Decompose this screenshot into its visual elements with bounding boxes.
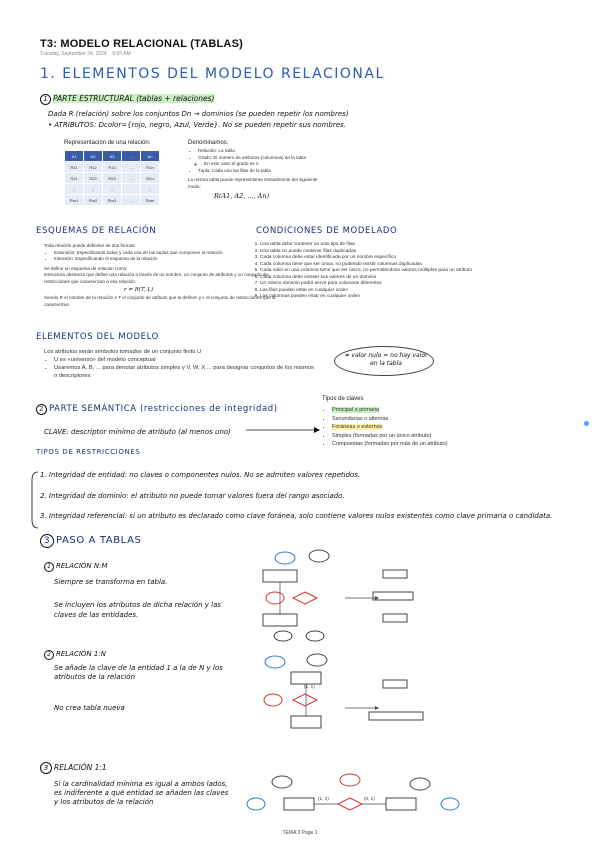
list-item: 8. Las filas pueden estar en cualquier orden xyxy=(260,288,490,295)
denominamos-formula: R(A1, A2, ..., An) xyxy=(214,192,270,200)
section3-heading xyxy=(40,534,141,548)
rel-1n-label xyxy=(44,650,106,660)
number-1-icon: 1 xyxy=(44,562,54,572)
table-cell: R11 xyxy=(65,162,84,173)
header-cell: An xyxy=(141,151,160,162)
arrow-icon xyxy=(246,426,320,434)
entity-attr-oval xyxy=(306,631,324,641)
entity-attr-oval xyxy=(441,798,459,810)
header-cell: A3 xyxy=(103,151,122,162)
entity-attr-oval xyxy=(265,656,285,668)
bracket-icon xyxy=(30,470,40,530)
rel-nm-label-text: RELACIÓN N:M xyxy=(56,562,108,570)
elementos-block xyxy=(44,348,314,380)
null-value-note: ≠ valor nulo = no hay valor en la tabla xyxy=(344,352,428,367)
table-cell: R13 xyxy=(103,162,122,173)
entity-attr-oval xyxy=(309,550,329,562)
list-item: • Simples (formadas por un único atributo) xyxy=(332,432,522,441)
entity-attr-oval xyxy=(307,654,327,666)
table-cell: R2n xyxy=(141,173,160,184)
part1-label xyxy=(40,94,214,105)
table-cell: ... xyxy=(122,173,141,184)
list-item: • U es «universo» del modelo conceptual xyxy=(54,356,314,364)
table-box xyxy=(383,570,407,578)
list-item-text: Principal o primaria xyxy=(332,407,380,413)
entity-box xyxy=(284,798,314,810)
table-cell: ... xyxy=(122,162,141,173)
er-diagram-1n xyxy=(255,650,455,750)
restriccion-2: 2. Integridad de dominio: el atributo no puede tomar valores fuera del rango asociado. xyxy=(40,492,345,500)
list-item: 4. Cada columna tiene que ser única, no pudiendo existir columnas duplicadas xyxy=(260,262,490,269)
entity-attr-oval xyxy=(340,774,360,786)
elementos-heading: ELEMENTOS DEL MODELO xyxy=(36,332,159,342)
denominamos-list xyxy=(188,148,318,174)
table-row xyxy=(65,195,160,206)
list-item: • Grado: El número de atributos (columnas) de la tabla xyxy=(198,155,318,162)
list-item xyxy=(332,406,522,415)
relationship-diamond xyxy=(338,798,362,810)
tipos-claves-block xyxy=(322,396,522,449)
rel-11-label xyxy=(40,762,107,774)
rel-11-item-1: Si la cardinalidad mínima es igual a ambos lados, es indiferente a qué entidad se añaden las claves y los atributos de la relación xyxy=(54,780,229,806)
part1-label-text: PARTE ESTRUCTURAL (tablas + relaciones) xyxy=(53,94,215,103)
list-item-text: Foráneas o externas xyxy=(332,424,383,430)
list-item: 2. Una tabla no puede contener filas duplicadas xyxy=(260,249,490,256)
table-cell: ⋮ xyxy=(65,184,84,195)
restriccion-3: 3. Integridad referencial: si un atributo es declarado como clave foránea, solo contiene valores nulos existentes como clave primaria o candidata. xyxy=(40,512,553,520)
page-footer: TEMA 3 Page 1 xyxy=(282,830,318,836)
list-item: 9. Las columnas pueden estar en cualquier orden xyxy=(260,294,490,301)
rel-nm-item-1: Siempre se transforma en tabla. xyxy=(54,578,168,586)
esquemas-p4: Siendo R el nombre de la relación e T el conjunto de atributo que la definen y L el conjunto de restricciones que la caracterizan xyxy=(44,295,276,307)
table-cell: R21 xyxy=(65,173,84,184)
header-cell: A2 xyxy=(84,151,103,162)
list-item xyxy=(332,423,522,432)
dot-marker xyxy=(584,421,589,426)
number-1-icon: 1 xyxy=(40,94,51,105)
list-item: • Relación: La tabla xyxy=(198,148,318,155)
list-item: • Intensión: Especificando el esquema de la relación xyxy=(54,256,289,263)
rel-1n-label-text: RELACIÓN 1:N xyxy=(56,650,106,658)
table-cell: Rmn xyxy=(141,195,160,206)
condiciones-list xyxy=(248,242,490,301)
condiciones-heading: CONDICIONES DE MODELADO xyxy=(256,226,398,236)
table-cell: Rm2 xyxy=(84,195,103,206)
table-box xyxy=(383,614,407,622)
rel-1n-item-1: Se añade la clave de la entidad 1 a la de N y los atributos de la relación xyxy=(54,664,223,681)
table-cell: R1n xyxy=(141,162,160,173)
table-cell: ... xyxy=(122,195,141,206)
list-item: • Compuestas (formadas por más de un atributo) xyxy=(332,440,522,449)
cardinality-label: (1, 1) xyxy=(318,796,329,801)
header-cell: ... xyxy=(122,151,141,162)
denominamos-note: La misma tabla puede representarse textualmente del siguiente modo: xyxy=(188,177,318,189)
list-item: 1. Una tabla debe contener un solo tipo de filas xyxy=(260,242,490,249)
rel-nm-item-2: Se incluyen los atributos de dicha relación y las claves de las entidades. xyxy=(54,601,222,619)
page-date xyxy=(40,51,131,57)
list-item: • Tupla: Cada una las filas de la tabla xyxy=(198,168,318,175)
list-item: 6. Cada columna debe extraer sus valores de un dominio xyxy=(260,275,490,282)
esquemas-intro: Toda relación puede definirse de dos formas: xyxy=(44,243,136,248)
section1-line1: Dada R (relación) sobre los conjuntos Dn → dominios (se pueden repetir los nombres) xyxy=(48,110,349,118)
relationship-diamond xyxy=(293,694,317,706)
esquemas-p3: Estructura abstracta que define una relación a través de un nombre, un conjunto de atributos y un conjunto de restricciones que caracterizan a esa relación. xyxy=(44,272,268,284)
esquemas-formula: r = R(T, L) xyxy=(124,287,154,293)
table-cell: Rm3 xyxy=(103,195,122,206)
section1-line2: • ATRIBUTOS: Dcolor={rojo, negro, Azul, Verde}. No se pueden repetir sus nombres. xyxy=(48,121,346,129)
er-diagram-nm xyxy=(255,548,455,648)
date-text: Tuesday, September 24, 2024 xyxy=(40,51,107,57)
cardinality-label: (1, 1) xyxy=(304,684,315,689)
table-cell xyxy=(122,184,141,195)
table-row xyxy=(65,173,160,184)
number-3-icon: 3 xyxy=(40,762,52,774)
tipos-claves-title: Tipos de claves xyxy=(322,396,364,402)
cardinality-label: (0, 1) xyxy=(364,796,375,801)
section3-heading-text: PASO A TABLAS xyxy=(56,535,142,546)
entity-box xyxy=(263,570,297,582)
entity-attr-oval xyxy=(247,798,265,810)
table-box xyxy=(373,592,413,600)
table-cell: R12 xyxy=(84,162,103,173)
table-box xyxy=(383,680,407,688)
section2-heading-text: PARTE SEMÁNTICA (restricciones de integridad) xyxy=(49,404,278,414)
list-item: 3. Cada columna debe estar identificada por un nombre específico xyxy=(260,255,490,262)
rel-11-label-text: RELACIÓN 1:1 xyxy=(54,763,107,772)
entity-attr-oval xyxy=(272,776,292,788)
list-item: 7. Un mismo dominio podrá servir para columnas diferentes xyxy=(260,281,490,288)
entity-attr-oval xyxy=(274,631,292,641)
elementos-intro: Los atributos serán símbolos tomados de un conjunto finito U xyxy=(44,349,202,355)
list-item: • Extensión: Especificando todas y cada una de las tuplas que componen la relación xyxy=(54,250,289,257)
entity-attr-oval xyxy=(410,778,430,790)
relation-table xyxy=(64,150,160,206)
entity-attr-oval xyxy=(275,552,295,564)
list-item: ◦ En este caso el grado es n. xyxy=(204,161,318,168)
table-cell: Rm1 xyxy=(65,195,84,206)
clave-line: CLAVE: descriptor mínimo de atributo (al menos uno) xyxy=(44,428,231,436)
table-row xyxy=(65,162,160,173)
number-3-icon: 3 xyxy=(40,534,54,548)
entity-box xyxy=(386,798,416,810)
entity-box xyxy=(291,716,321,728)
time-text: 9:55 AM xyxy=(112,51,131,57)
denominamos-block xyxy=(188,140,318,200)
page-title: T3: MODELO RELACIONAL (TABLAS) xyxy=(40,38,243,50)
relationship-diamond xyxy=(293,592,317,604)
list-item: • Secundarias o alternas xyxy=(332,415,522,424)
entity-box xyxy=(263,614,297,626)
header-cell: A1 xyxy=(65,151,84,162)
esquemas-heading: ESQUEMAS DE RELACIÓN xyxy=(36,226,157,236)
relation-table-header xyxy=(65,151,160,162)
rel-nm-label xyxy=(44,562,108,572)
entity-box xyxy=(291,672,321,684)
list-item: • Usaremos A, B, ... para denotar atributos simples y V, W, X ... para designar conjuntos de los mismos o descriptores xyxy=(54,364,314,380)
figure-caption: Representación de una relación: xyxy=(64,140,151,146)
tipos-claves-list xyxy=(322,406,522,449)
table-cell: R23 xyxy=(103,173,122,184)
esquemas-p2: Se define un esquema de relación como: xyxy=(44,265,128,271)
entity-attr-oval xyxy=(266,592,284,604)
number-2-icon: 2 xyxy=(44,650,54,660)
section1-heading: 1. ELEMENTOS DEL MODELO RELACIONAL xyxy=(40,66,385,82)
list-item: 5. Cada valor en una columna tiene que ser único, no permitiéndose valores múltiples para un atributo xyxy=(260,268,490,275)
table-cell: ⋮ xyxy=(141,184,160,195)
table-cell: ⋮ xyxy=(84,184,103,195)
tipos-restricciones-heading: TIPOS DE RESTRICCIONES xyxy=(36,448,141,456)
elementos-list xyxy=(44,356,314,380)
rel-1n-item-2: No crea tabla nueva xyxy=(54,704,125,712)
table-box xyxy=(369,712,423,720)
er-diagram-11 xyxy=(240,770,470,820)
entity-attr-oval xyxy=(264,694,282,706)
section2-heading xyxy=(36,404,278,415)
table-cell: R22 xyxy=(84,173,103,184)
number-2-icon: 2 xyxy=(36,404,47,415)
table-row xyxy=(65,184,160,195)
denominamos-label: Denominamos: xyxy=(188,140,229,146)
table-cell: ⋮ xyxy=(103,184,122,195)
restriccion-1: 1. Integridad de entidad: no claves o componentes nulos. No se admiten valores repetidos. xyxy=(40,471,361,479)
